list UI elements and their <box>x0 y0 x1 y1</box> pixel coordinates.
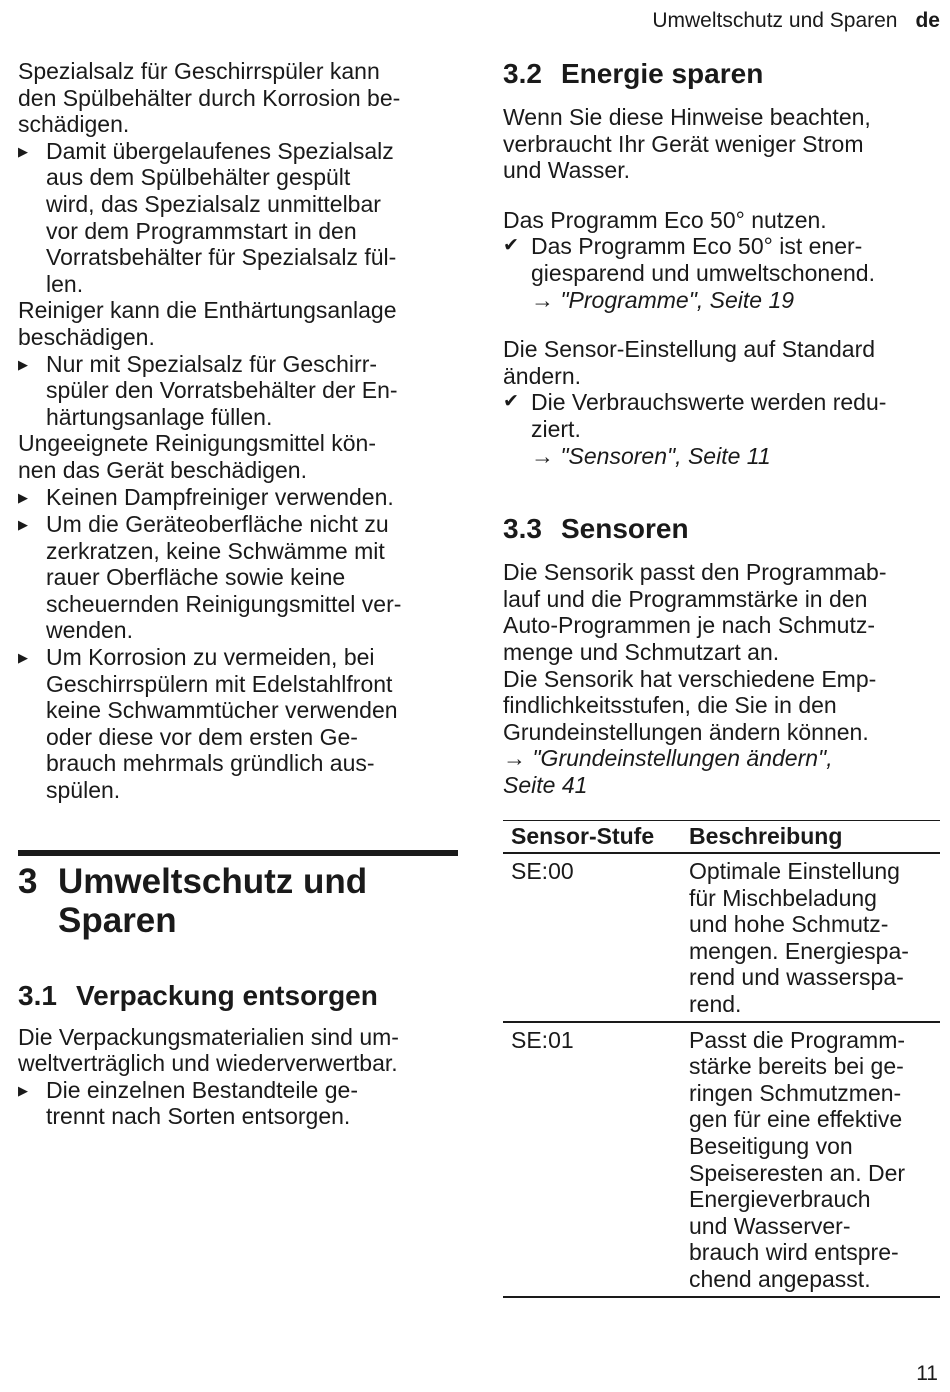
result-lines: Die Verbrauchswerte werden redu- ziert. <box>531 389 887 442</box>
bullet-item <box>18 138 458 298</box>
left-column <box>18 58 458 1130</box>
chapter-number: 3 <box>18 861 38 901</box>
section-number: 3.3 <box>503 513 542 545</box>
section-number: 3.1 <box>18 979 57 1011</box>
bullet-item <box>18 511 458 644</box>
bullet-item <box>18 484 458 512</box>
body-text: Wenn Sie diese Hinweise beachten, verbraucht Ihr Gerät weniger Strom und Wasser. <box>503 104 871 184</box>
table-row <box>503 853 940 1022</box>
bullet-triangle-icon: ▶ <box>18 489 28 505</box>
checkmark-icon: ✔ <box>503 391 519 413</box>
table-header-row <box>503 821 940 853</box>
warning-text: Reiniger kann die Enthärtungsanlage beschädigen. <box>18 297 397 350</box>
bullet-item <box>18 644 458 804</box>
body-text: Die Verpackungsmaterialien sind um- weltverträglich und wiederverwertbar. <box>18 1023 399 1077</box>
page-number: 11 <box>916 1362 938 1385</box>
section-title: Energie sparen <box>561 58 764 89</box>
bullet-triangle-icon: ▶ <box>18 1082 28 1098</box>
bullet-triangle-icon: ▶ <box>18 143 28 159</box>
column-header: Sensor-Stufe <box>503 821 681 853</box>
bullet-text: Keinen Dampfreiniger verwenden. <box>46 483 394 510</box>
right-column <box>503 58 940 1298</box>
section-title: Sensoren <box>561 513 689 545</box>
cross-reference-link[interactable]: → "Grundeinstellungen ändern", Seite 41 <box>503 745 833 798</box>
table-row <box>503 1022 940 1297</box>
result-item <box>503 233 940 313</box>
bullet-text: Um die Geräteoberfläche nicht zu zerkratzen, keine Schwämme mit rauer Oberfläche sowie keine scheuernden Reinigungsmittel ver- wenden. <box>46 511 402 644</box>
column-header: Beschreibung <box>681 821 940 853</box>
section-heading <box>503 58 940 90</box>
result-text <box>531 233 875 313</box>
header-section-title: Umweltschutz und Sparen <box>652 9 898 32</box>
bullet-triangle-icon: ▶ <box>18 650 28 666</box>
running-header <box>652 8 940 34</box>
result-item <box>503 389 940 469</box>
bullet-text: Um Korrosion zu vermeiden, bei Geschirrspülern mit Edelstahlfront keine Schwammtücher verwenden oder diese vor dem ersten Ge- brauch mehrmals gründlich aus- spülen. <box>46 644 398 804</box>
cross-reference-link[interactable]: → "Programme", Seite 19 <box>531 286 795 313</box>
sensor-level-table <box>503 820 940 1297</box>
bullet-triangle-icon: ▶ <box>18 356 28 372</box>
section-title: Verpackung entsorgen <box>76 979 378 1011</box>
section-heading <box>18 980 458 1012</box>
chapter-title-line: Sparen <box>58 900 177 940</box>
body-text: Die Sensorik hat verschiedene Emp- findlichkeitsstufen, die Sie in den Grundeinstellungen ändern können. <box>503 665 877 745</box>
chapter-title <box>58 862 367 940</box>
warning-text: Spezialsalz für Geschirrspüler kann den Spülbehälter durch Korrosion be- schädigen. <box>18 58 401 138</box>
header-language: de <box>915 9 940 32</box>
section-heading <box>503 513 940 545</box>
cross-reference-link[interactable]: → "Sensoren", Seite 11 <box>531 442 771 469</box>
description-cell: Optimale Einstellung für Mischbeladung und hohe Schmutz- mengen. Energiespa- rend und wasserspa- rend. <box>681 853 940 1022</box>
bullet-item <box>18 351 458 431</box>
result-lines: Das Programm Eco 50° ist ener- giesparend und umweltschonend. <box>531 233 875 286</box>
bullet-text: Nur mit Spezialsalz für Geschirr- spüler den Vorratsbehälter der En- härtungsanlage füllen. <box>46 350 398 430</box>
bullet-triangle-icon: ▶ <box>18 517 28 533</box>
result-text <box>531 389 886 469</box>
sensor-level-cell: SE:01 <box>503 1022 681 1297</box>
chapter-heading <box>18 850 458 940</box>
description-cell: Passt die Programm- stärke bereits bei ge- ringen Schmutzmen- gen für eine effektive Beseitigung von Speiseresten an. Der Energieverbrauch und Wasserver- brauch wird entspre- chend angepasst. <box>681 1022 940 1297</box>
bullet-text: Damit übergelaufenes Spezialsalz aus dem Spülbehälter gespült wird, das Spezialsalz unmittelbar vor dem Programmstart in den Vorratsbehälter für Spezialsalz fül- len. <box>46 137 397 297</box>
body-text: Die Sensorik passt den Programmab- lauf und die Programmstärke in den Auto-Programmen je nach Schmutz- menge und Schmutzart an. <box>503 559 887 665</box>
checkmark-icon: ✔ <box>503 235 519 257</box>
bullet-item <box>18 1077 458 1130</box>
section-number: 3.2 <box>503 58 542 89</box>
sensor-level-cell: SE:00 <box>503 853 681 1022</box>
bullet-text: Die einzelnen Bestandteile ge- trennt nach Sorten entsorgen. <box>46 1076 358 1130</box>
tip-text: Die Sensor-Einstellung auf Standard ändern. <box>503 336 876 389</box>
warning-text: Ungeeignete Reinigungsmittel kön- nen das Gerät beschädigen. <box>18 430 376 483</box>
tip-text: Das Programm Eco 50° nutzen. <box>503 206 827 233</box>
chapter-title-line: Umweltschutz und <box>58 861 368 901</box>
